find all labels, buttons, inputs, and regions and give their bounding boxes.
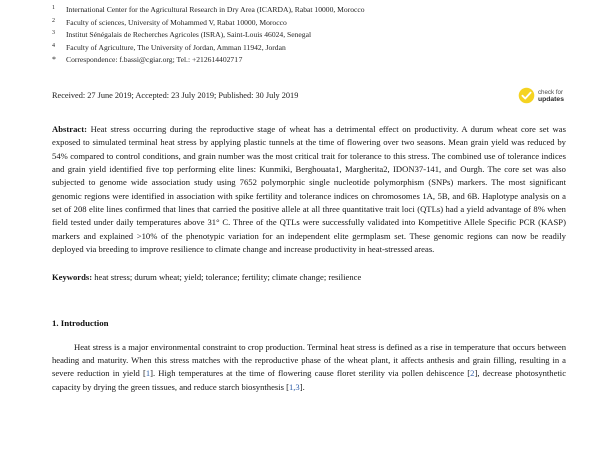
affiliation-item <box>52 29 566 42</box>
correspondence-item <box>52 54 566 67</box>
keywords-label: Keywords: <box>52 272 93 283</box>
affiliation-item <box>52 17 566 30</box>
correspondence-text[interactable]: Correspondence: f.bassi@cgiar.org; Tel.: +21261440271 7 <box>66 55 243 65</box>
publication-dates: Received: 27 June 2019; Accepted: 23 July 2019; Published: 30 July 2019 <box>52 90 299 100</box>
check-for-updates-line2: updates <box>537 95 564 103</box>
keywords-text: heat stress; durum wheat; yield; tolerance; fertility; climate change; resilience <box>92 272 362 283</box>
intro-text-part1: Heat stress is a major environmental constraint to crop production. Terminal heat stress is defined as a rise in temperature that occurs between heading and maturity. When this stress matches with the reproductive phase of the wheat plant, it affects anthesis and grain filling, resulting in a severe reduction in yield [ <box>52 341 566 379</box>
affiliation-text: Institut Sénégalais de Recherches Agricoles (ISRA), Saint-Louis 46024, Senegal <box>66 30 312 40</box>
affiliation-item <box>52 4 566 17</box>
affiliation-text: Faculty of Agriculture, The University of Jordan, Amman 11942, Jordan <box>66 42 286 52</box>
check-for-updates-label <box>538 89 564 104</box>
affiliation-marker: 3 <box>52 30 55 37</box>
check-for-updates-badge[interactable] <box>518 87 564 104</box>
intro-text-part3: ], decrease photosynthetic capacity by drying the green tissues, and reduce starch biosynthesis [ <box>52 368 567 392</box>
affiliation-marker: 1 <box>52 5 55 11</box>
introduction-paragraph <box>52 341 566 394</box>
check-for-updates-line1: check for <box>537 88 564 96</box>
correspondence-marker: * <box>52 55 56 65</box>
intro-text-part4: ]. <box>299 381 305 392</box>
check-circle-icon <box>518 87 535 104</box>
section-heading-introduction: 1. Introduction <box>52 317 109 328</box>
citation-link[interactable]: 2 <box>470 368 475 379</box>
page-bottom-fade <box>0 434 600 450</box>
publication-dates-row <box>52 83 566 109</box>
keywords-paragraph <box>52 271 566 284</box>
citation-link[interactable]: 1 <box>145 368 151 379</box>
abstract-text: Heat stress occurring during the reproductive stage of wheat has a detrimental effect on productivity. A durum wheat core set was exposed to simulated terminal heat stress by applying plastic tunnels at the time of flowering over two seasons. Mean grain yield was reduced by 54% compared to control conditions, and grain number was the most critical trait for tolerance to this stress. The combined use of tolerance indices and grain yield identified five top performing elite lines: Kunmiki, Berghouata1, Margherita2, IDON37-141, and Ourgh. The core set was also subjected to genome wide association study using 7652 polymorphic single nucleotide polymorphism (SNPs) markers. The most significant genomic regions were identified in association with spike fertility and tolerance indices on chromosomes 1A, 5B, and 6B. Haplotype analysis on a set of 208 elite lines confirmed that lines that carried the positive allele at all three quantitative trait loci (QTLs) had a yield advantage of 8% when field tested under daily temperatures above 31° C. Three of the QTLs were successfully validated into Kompetitive Allele Specific PCR (KASP) markers and explained >10% of the phenotypic variation for an independent elite germplasm set. These genomic regions can now be readily deployed via breeding to improve resilience to climate change and increase productivity in heat-stressed areas. <box>52 123 566 255</box>
affiliation-text: International Center for the Agricultural Research in Dry Area (ICARDA), Rabat 10000, Morocco <box>66 5 365 14</box>
affiliation-text: Faculty of sciences, University of Mohammed V, Rabat 10000, Morocco <box>66 17 287 27</box>
intro-text-part2: ]. High temperatures at the time of flowering cause floret sterility via pollen dehiscence [ <box>150 368 471 379</box>
abstract-paragraph <box>52 123 566 256</box>
abstract-label: Abstract: <box>52 123 88 134</box>
page-content <box>52 4 566 403</box>
affiliation-marker: 4 <box>52 42 55 49</box>
affiliation-item <box>52 42 566 55</box>
affiliation-marker: 2 <box>52 17 55 24</box>
citation-link[interactable]: 1,3 <box>288 381 300 392</box>
affiliation-list <box>52 4 566 67</box>
